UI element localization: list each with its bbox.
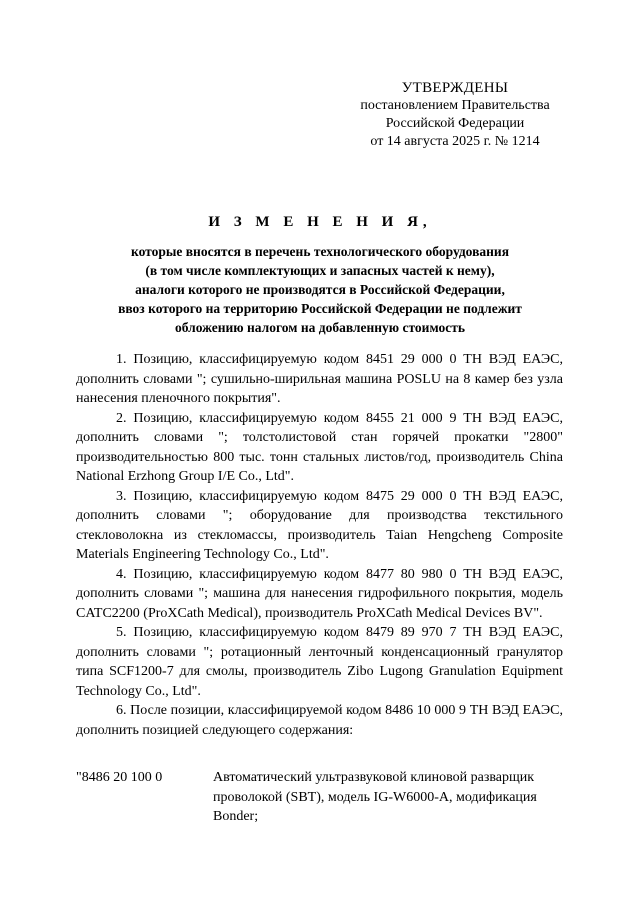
new-position-row <box>76 768 563 827</box>
amendment-item-1: 1. Позицию, классифицируемую кодом 8451 29 000 0 ТН ВЭД ЕАЭС, дополнить словами "; сушильно-ширильная машина POSLU на 8 камер без узла нанесения пленочного покрытия". <box>76 352 563 406</box>
amendment-item-2: 2. Позицию, классифицируемую кодом 8455 21 000 9 ТН ВЭД ЕАЭС, дополнить словами "; толстолистовой стан горячей прокатки "2800" производительностью 800 тыс. тонн стальных листов/год, производитель China National Erzhong Group I/E Co., Ltd". <box>76 410 563 484</box>
approval-heading: УТВЕРЖДЕНЫ <box>401 80 509 96</box>
document-subtitle-line-4: ввоз которого на территорию Российской Федерации не подлежит <box>118 301 522 316</box>
new-position-description: Автоматический ультразвуковой клиновой разварщик проволокой (SBT), модель IG-W6000-A, модификация Bonder; <box>213 770 537 824</box>
document-subtitle-line-3: аналоги которого не производятся в Российской Федерации, <box>135 282 505 297</box>
document-title-block <box>60 212 580 337</box>
approval-line-resolution: постановлением Правительства <box>360 98 550 113</box>
amendment-item-5: 5. Позицию, классифицируемую кодом 8479 89 970 7 ТН ВЭД ЕАЭС, дополнить словами "; ротационный ленточный конденсационный гранулятор типа SCF1200-7 для смолы, производитель Zibo Lugong Granulation Equipment Technology Co., Ltd". <box>76 625 563 699</box>
document-subtitle-line-5: обложению налогом на добавленную стоимость <box>175 320 465 335</box>
document-heading: И З М Е Н Е Н И Я, <box>208 214 432 230</box>
amendment-item-4: 4. Позицию, классифицируемую кодом 8477 80 980 0 ТН ВЭД ЕАЭС, дополнить словами "; машина для нанесения гидрофильного покрытия, модель CATC2200 (ProXCath Medical), производитель ProXCath Medical Devices BV". <box>76 566 563 621</box>
approval-line-government: Российской Федерации <box>385 116 525 131</box>
document-subtitle-line-2: (в том числе комплектующих и запасных частей к нему), <box>145 263 495 278</box>
new-position-code: "8486 20 100 0 <box>76 770 163 785</box>
amendment-item-6: 6. После позиции, классифицируемой кодом 8486 10 000 9 ТН ВЭД ЕАЭС, дополнить позицией следующего содержания: <box>76 703 563 738</box>
document-body <box>76 350 563 740</box>
amendment-item-3: 3. Позицию, классифицируемую кодом 8475 29 000 0 ТН ВЭД ЕАЭС, дополнить словами "; оборудование для производства текстильного стекловолокна из стекломассы, производитель Taian Hengcheng Composite Materials Engineering Technology Co., Ltd". <box>76 488 563 562</box>
approval-line-date: от 14 августа 2025 г. № 1214 <box>370 134 540 149</box>
document-subtitle-line-1: которые вносятся в перечень технологического оборудования <box>130 244 510 259</box>
approval-block <box>335 79 575 151</box>
